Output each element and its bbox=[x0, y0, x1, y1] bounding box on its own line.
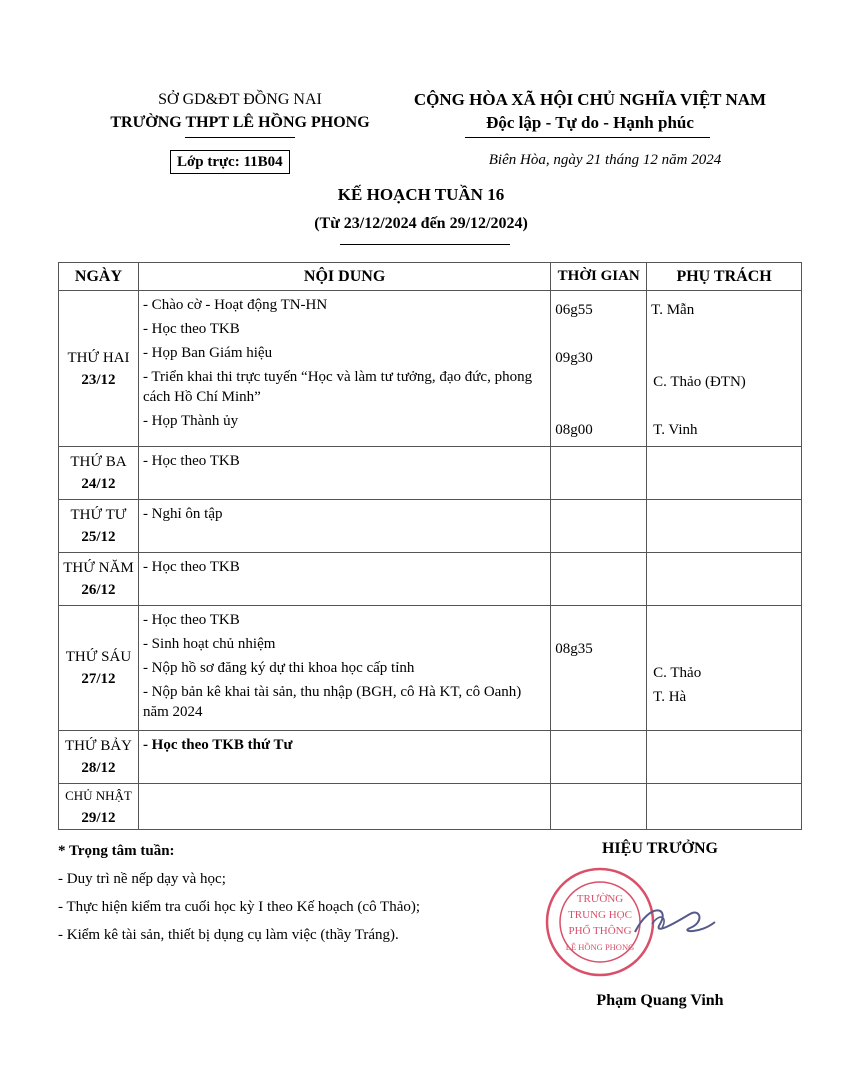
seal-line: TRƯỜNG bbox=[576, 893, 624, 905]
time-cell bbox=[551, 784, 647, 830]
day-name: CHỦ NHẬT bbox=[65, 787, 132, 803]
content-cell bbox=[138, 784, 550, 830]
content-item: - Họp Thành ủy bbox=[142, 413, 239, 429]
content-item: - Nộp hồ sơ đăng ký dự thi khoa học cấp tỉnh bbox=[142, 660, 415, 676]
content-cell bbox=[138, 731, 550, 784]
time-cell bbox=[551, 606, 647, 731]
responsible-value: T. Hà bbox=[653, 688, 687, 705]
responsible-cell bbox=[647, 500, 802, 553]
day-cell bbox=[59, 784, 139, 830]
day-name: THỨ NĂM bbox=[63, 560, 134, 576]
time-value: 08g00 bbox=[555, 421, 593, 438]
motto-underline bbox=[465, 137, 710, 138]
header-responsible: PHỤ TRÁCH bbox=[647, 263, 802, 291]
day-name: THỨ BA bbox=[70, 454, 127, 470]
focus-item: - Duy trì nề nếp dạy và học; bbox=[58, 871, 226, 887]
day-name: THỨ SÁU bbox=[65, 649, 132, 665]
table-row bbox=[59, 553, 802, 606]
date-range: (Từ 23/12/2024 đến 29/12/2024) bbox=[314, 215, 528, 232]
signer-role: HIỆU TRƯỞNG bbox=[601, 840, 718, 857]
seal-line: PHỔ THÔNG bbox=[568, 925, 632, 937]
responsible-cell bbox=[647, 447, 802, 500]
table-row bbox=[59, 447, 802, 500]
page-title: KẾ HOẠCH TUẦN 16 bbox=[337, 185, 505, 204]
content-item: - Học theo TKB thứ Tư bbox=[142, 737, 293, 753]
day-cell bbox=[59, 553, 139, 606]
time-cell bbox=[551, 500, 647, 553]
time-cell bbox=[551, 291, 647, 447]
day-date: 28/12 bbox=[81, 760, 116, 776]
signer-name: Phạm Quang Vinh bbox=[596, 992, 724, 1009]
responsible-cell bbox=[647, 553, 802, 606]
time-value: 09g30 bbox=[555, 349, 593, 366]
day-name: THỨ TƯ bbox=[70, 507, 127, 523]
day-date: 23/12 bbox=[81, 371, 116, 388]
responsible-value: C. Thảo bbox=[653, 664, 702, 681]
table-row bbox=[59, 784, 802, 830]
content-item: - Học theo TKB bbox=[142, 612, 240, 628]
day-date: 24/12 bbox=[81, 476, 116, 492]
focus-item: - Thực hiện kiểm tra cuối học kỳ I theo Kế hoạch (cô Thảo); bbox=[58, 899, 421, 915]
focus-item: - Kiểm kê tài sản, thiết bị dụng cụ làm việc (thầy Tráng). bbox=[58, 927, 399, 943]
day-date: 25/12 bbox=[81, 529, 116, 545]
responsible-cell bbox=[647, 291, 802, 447]
day-date: 29/12 bbox=[81, 809, 116, 826]
time-cell bbox=[551, 553, 647, 606]
table-row bbox=[59, 606, 802, 731]
table-row bbox=[59, 500, 802, 553]
focus-title: * Trọng tâm tuần: bbox=[58, 843, 175, 859]
table-row bbox=[59, 291, 802, 447]
time-cell bbox=[551, 731, 647, 784]
seal-line: TRUNG HỌC bbox=[568, 909, 632, 921]
schedule-table bbox=[58, 262, 802, 830]
responsible-value: C. Thảo (ĐTN) bbox=[653, 373, 746, 390]
day-cell bbox=[59, 500, 139, 553]
content-cell bbox=[138, 606, 550, 731]
country-name: CỘNG HÒA XÃ HỘI CHỦ NGHĨA VIỆT NAM bbox=[413, 90, 767, 109]
content-cell bbox=[138, 447, 550, 500]
content-item: - Triển khai thi trực tuyến “Học và làm tư tưởng, đạo đức, phong cách Hồ Chí Minh” bbox=[142, 369, 533, 405]
duty-class-box: Lớp trực: 11B04 bbox=[170, 150, 290, 174]
school-seal-icon bbox=[540, 862, 740, 982]
seal-line: LÊ HỒNG PHONG bbox=[565, 942, 635, 952]
responsible-cell bbox=[647, 731, 802, 784]
content-cell bbox=[138, 500, 550, 553]
school-underline bbox=[185, 137, 295, 138]
range-underline bbox=[340, 244, 510, 245]
date-line: Biên Hòa, ngày 21 tháng 12 năm 2024 bbox=[488, 152, 722, 168]
responsible-cell bbox=[647, 606, 802, 731]
content-item: - Học theo TKB bbox=[142, 321, 240, 337]
table-row bbox=[59, 731, 802, 784]
content-cell bbox=[138, 291, 550, 447]
time-value: 06g55 bbox=[555, 301, 593, 318]
time-cell bbox=[551, 447, 647, 500]
responsible-value: T. Vinh bbox=[653, 421, 698, 438]
content-cell bbox=[138, 553, 550, 606]
header-time: THỜI GIAN bbox=[551, 263, 647, 291]
content-item: - Nộp bản kê khai tài sản, thu nhập (BGH, cô Hà KT, cô Oanh) năm 2024 bbox=[142, 684, 522, 720]
header-right bbox=[395, 88, 785, 134]
day-cell bbox=[59, 447, 139, 500]
content-item: - Chào cờ - Hoạt động TN-HN bbox=[142, 297, 328, 313]
header-content: NỘI DUNG bbox=[138, 263, 550, 291]
day-date: 27/12 bbox=[81, 671, 116, 687]
weekly-focus bbox=[58, 840, 558, 946]
header-day: NGÀY bbox=[59, 263, 139, 291]
content-item: - Học theo TKB bbox=[142, 453, 240, 469]
content-item: - Học theo TKB bbox=[142, 559, 240, 575]
day-cell bbox=[59, 731, 139, 784]
school-name: TRƯỜNG THPT LÊ HỒNG PHONG bbox=[110, 114, 370, 131]
day-date: 26/12 bbox=[81, 582, 116, 598]
table-header-row bbox=[59, 263, 802, 291]
content-item: - Sinh hoạt chủ nhiệm bbox=[142, 636, 276, 652]
day-cell bbox=[59, 606, 139, 731]
dept-name: SỞ GD&ĐT ĐỒNG NAI bbox=[158, 91, 322, 108]
content-item: - Nghỉ ôn tập bbox=[142, 506, 223, 522]
day-name: THỨ BẢY bbox=[64, 738, 132, 754]
header-left bbox=[90, 88, 390, 134]
responsible-cell bbox=[647, 784, 802, 830]
day-name: THỨ HAI bbox=[67, 349, 130, 366]
content-item: - Họp Ban Giám hiệu bbox=[142, 345, 273, 361]
time-value: 08g35 bbox=[555, 640, 593, 657]
responsible-value: T. Mẫn bbox=[651, 301, 695, 318]
motto: Độc lập - Tự do - Hạnh phúc bbox=[486, 113, 694, 132]
day-cell bbox=[59, 291, 139, 447]
